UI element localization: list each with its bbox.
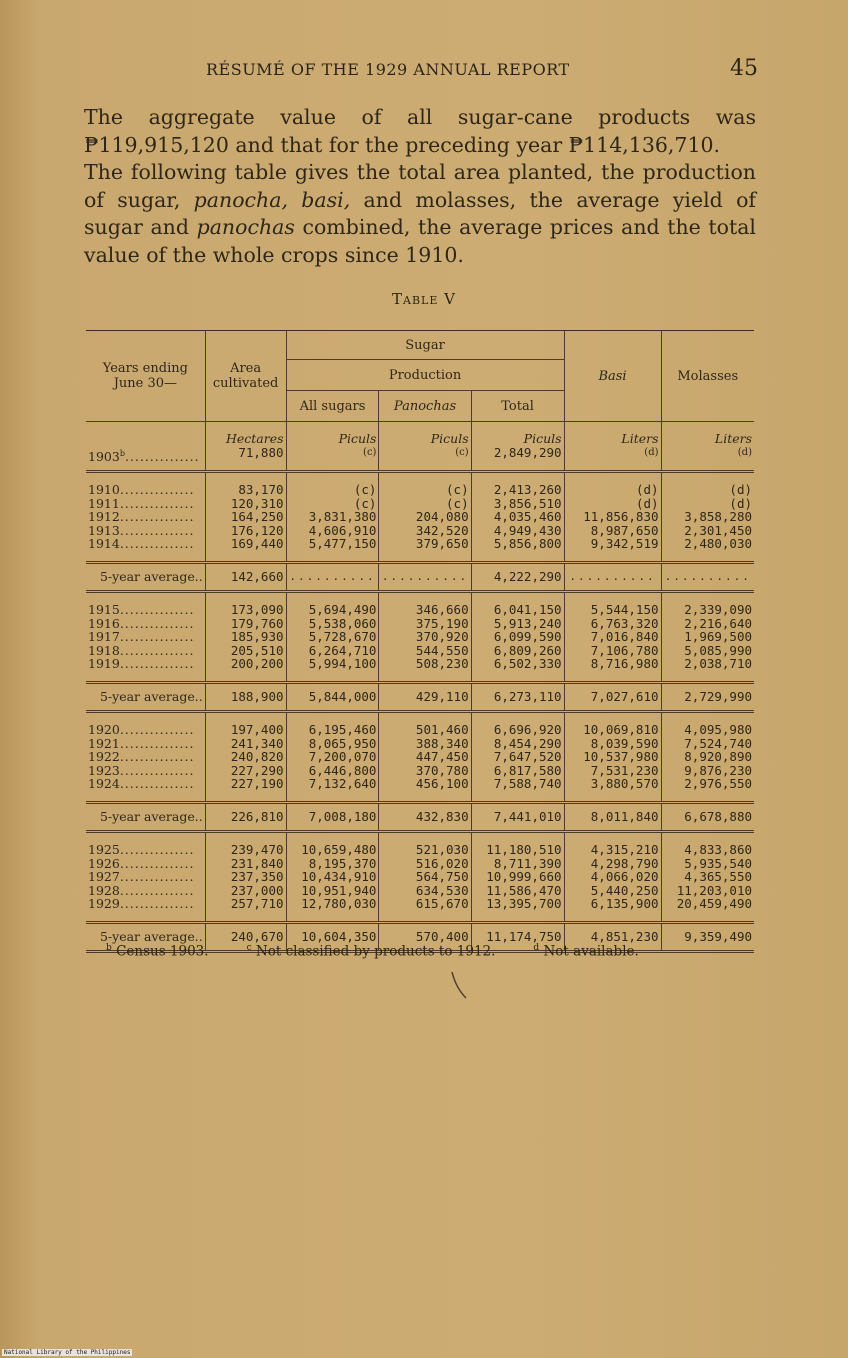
- cell-pan: 204,080: [379, 510, 471, 524]
- cell-all: 5,844,000: [286, 682, 379, 711]
- cell-basi: 7,027,610: [564, 682, 661, 711]
- cell-all: 5,477,150: [286, 537, 379, 551]
- cell-all: (c): [286, 483, 379, 497]
- cell-mol: 4,833,860: [661, 843, 754, 857]
- cell-area: 185,930: [205, 630, 286, 644]
- cell-pan: 508,230: [379, 657, 471, 671]
- row-year: 1910...............: [88, 482, 195, 497]
- cell-area: 169,440: [205, 537, 286, 551]
- cell-basi: 8,716,980: [564, 657, 661, 671]
- cell-basi: 6,135,900: [564, 897, 661, 911]
- cell-tot: 6,273,110: [471, 682, 564, 711]
- cell-tot: 7,647,520: [471, 750, 564, 764]
- cell-pan: (c): [379, 497, 471, 511]
- table-row: [86, 737, 754, 751]
- header-total: Total: [471, 391, 564, 422]
- cell-pan: 346,660: [379, 603, 471, 617]
- cell-all: 6,264,710: [286, 644, 379, 658]
- cell-area: 237,350: [205, 870, 286, 884]
- cell-area: 142,660: [205, 562, 286, 591]
- cell-pan: 370,780: [379, 764, 471, 778]
- cell-mol: 9,359,490: [661, 922, 754, 951]
- cell-area: 237,000: [205, 884, 286, 898]
- row-year: 1924...............: [88, 776, 195, 792]
- cell-mol: 2,301,450: [661, 524, 754, 538]
- cell-area: 197,400: [205, 723, 286, 737]
- cell-area: 188,900: [205, 682, 286, 711]
- cell-all-empty: ..........: [286, 562, 379, 591]
- cell-all: 6,446,800: [286, 764, 379, 778]
- cell-mol-empty: ..........: [661, 562, 754, 591]
- row-year: 1920...............: [88, 721, 195, 737]
- table-row: [86, 537, 754, 551]
- cell-all: 5,994,100: [286, 657, 379, 671]
- cell-area: 239,470: [205, 843, 286, 857]
- row-year: 1923...............: [88, 762, 195, 778]
- table-row: [86, 764, 754, 778]
- cell-area: 164,250: [205, 510, 286, 524]
- cell-tot: 8,711,390: [471, 857, 564, 871]
- cell-tot: 10,999,660: [471, 870, 564, 884]
- cell-all: 10,951,940: [286, 884, 379, 898]
- cell-basi: 7,531,230: [564, 764, 661, 778]
- cell-area: 231,840: [205, 857, 286, 871]
- cell-basi: 7,016,840: [564, 630, 661, 644]
- table-row: [86, 603, 754, 617]
- row-year: 1925...............: [88, 841, 195, 857]
- cell-tot: 7,441,010: [471, 802, 564, 831]
- cell-tot: 8,454,290: [471, 737, 564, 751]
- cell-pan-empty: ..........: [379, 562, 471, 591]
- cell-pan: 570,400: [379, 922, 471, 951]
- row-year: 1919...............: [88, 656, 195, 672]
- unit-mol: Liters (d): [661, 422, 754, 472]
- cell-mol: 2,729,990: [661, 682, 754, 711]
- cell-area: 226,810: [205, 802, 286, 831]
- unit-area: Hectares 71,880: [205, 422, 286, 472]
- intro-paragraph-1: The aggregate value of all sugar-cane products was ₱119,915,120 and that for the preceding year ₱114,136,710.: [84, 105, 756, 157]
- cell-pan: 432,830: [379, 802, 471, 831]
- cell-mol: 5,935,540: [661, 857, 754, 871]
- cell-tot: 6,099,590: [471, 630, 564, 644]
- cell-mol: 9,876,230: [661, 764, 754, 778]
- table-row: [86, 884, 754, 898]
- row-year: 1922...............: [88, 749, 195, 765]
- header-molasses: Molasses: [661, 331, 754, 422]
- cell-all: 5,538,060: [286, 617, 379, 631]
- page-number: 45: [730, 56, 758, 81]
- table-row: [86, 750, 754, 764]
- cell-basi: 8,039,590: [564, 737, 661, 751]
- table-title: Table V: [392, 290, 456, 308]
- cell-pan: 544,550: [379, 644, 471, 658]
- cell-all: 8,065,950: [286, 737, 379, 751]
- cell-area: 200,200: [205, 657, 286, 671]
- cell-basi: 10,069,810: [564, 723, 661, 737]
- cell-tot: 6,041,150: [471, 603, 564, 617]
- cell-pan: 447,450: [379, 750, 471, 764]
- cell-basi: 9,342,519: [564, 537, 661, 551]
- cell-mol: 6,678,880: [661, 802, 754, 831]
- cell-area: 205,510: [205, 644, 286, 658]
- cell-basi: 11,856,830: [564, 510, 661, 524]
- average-label: 5-year average..: [99, 569, 203, 585]
- cell-pan: 429,110: [379, 682, 471, 711]
- header-basi: Basi: [564, 331, 661, 422]
- cell-area: 257,710: [205, 897, 286, 911]
- header-area: Area cultivated: [205, 331, 286, 422]
- cell-all: 7,132,640: [286, 777, 379, 791]
- cell-tot: 5,913,240: [471, 617, 564, 631]
- row-year: 1912...............: [88, 509, 195, 525]
- row-year: 1918...............: [88, 642, 195, 658]
- cell-basi: 7,106,780: [564, 644, 661, 658]
- table-row: [86, 723, 754, 737]
- average-row: [86, 802, 754, 831]
- cell-all: 10,434,910: [286, 870, 379, 884]
- cell-area: 240,820: [205, 750, 286, 764]
- cell-tot: 11,586,470: [471, 884, 564, 898]
- header-production: Production: [286, 360, 564, 391]
- cell-mol: 11,203,010: [661, 884, 754, 898]
- row-year: 1911...............: [88, 495, 195, 511]
- intro-text: [84, 104, 756, 269]
- table-row: [86, 497, 754, 511]
- cell-pan: 521,030: [379, 843, 471, 857]
- row-year: 1914...............: [88, 536, 195, 552]
- cell-area: 241,340: [205, 737, 286, 751]
- cell-basi: 10,537,980: [564, 750, 661, 764]
- row-year: 1926...............: [88, 855, 195, 871]
- cell-mol: (d): [661, 497, 754, 511]
- cell-mol: 4,365,550: [661, 870, 754, 884]
- table-row: [86, 897, 754, 911]
- cell-basi: (d): [564, 497, 661, 511]
- row-year: 1915...............: [88, 601, 195, 617]
- cell-mol: 4,095,980: [661, 723, 754, 737]
- unit-all: Piculs (c): [286, 422, 379, 472]
- header-sugar: Sugar: [286, 331, 564, 360]
- table-row: [86, 510, 754, 524]
- cell-tot: 7,588,740: [471, 777, 564, 791]
- cell-tot: 4,035,460: [471, 510, 564, 524]
- cell-all: 7,200,070: [286, 750, 379, 764]
- cell-mol: 2,480,030: [661, 537, 754, 551]
- average-row: [86, 682, 754, 711]
- table-row: [86, 870, 754, 884]
- cell-basi: 4,315,210: [564, 843, 661, 857]
- cell-area: 240,670: [205, 922, 286, 951]
- cell-basi: 6,763,320: [564, 617, 661, 631]
- row-year: 1928...............: [88, 882, 195, 898]
- cell-area: 173,090: [205, 603, 286, 617]
- table-row: [86, 777, 754, 791]
- cell-basi: 5,544,150: [564, 603, 661, 617]
- table-row: [86, 857, 754, 871]
- cell-area: 179,760: [205, 617, 286, 631]
- cell-mol: 20,459,490: [661, 897, 754, 911]
- cell-tot: 6,696,920: [471, 723, 564, 737]
- cell-basi: 8,011,840: [564, 802, 661, 831]
- cell-mol: 7,524,740: [661, 737, 754, 751]
- cell-basi: 4,851,230: [564, 922, 661, 951]
- table-row: [86, 644, 754, 658]
- footnotes: [106, 943, 746, 960]
- cell-all: 3,831,380: [286, 510, 379, 524]
- average-label: 5-year average..: [99, 929, 203, 945]
- cell-area: 120,310: [205, 497, 286, 511]
- cell-pan: 379,650: [379, 537, 471, 551]
- row-year: 1921...............: [88, 735, 195, 751]
- average-label: 5-year average..: [99, 689, 203, 705]
- average-row: [86, 562, 754, 591]
- cell-basi: 4,066,020: [564, 870, 661, 884]
- cell-mol: (d): [661, 483, 754, 497]
- cell-all: 5,694,490: [286, 603, 379, 617]
- cell-pan: 375,190: [379, 617, 471, 631]
- cell-pan: 615,670: [379, 897, 471, 911]
- cell-mol: 8,920,890: [661, 750, 754, 764]
- cell-all: 12,780,030: [286, 897, 379, 911]
- unit-total: Piculs 2,849,290: [471, 422, 564, 472]
- cell-all: 5,728,670: [286, 630, 379, 644]
- cell-all: 10,659,480: [286, 843, 379, 857]
- footnote-b: $^b$ Census 1903.: [106, 943, 209, 960]
- pencil-mark-icon: [450, 970, 468, 1000]
- header-years: Years ending June 30—: [86, 331, 205, 422]
- cell-area: 83,170: [205, 483, 286, 497]
- table-row: [86, 843, 754, 857]
- cell-tot: 6,817,580: [471, 764, 564, 778]
- cell-area: 176,120: [205, 524, 286, 538]
- cell-all: 8,195,370: [286, 857, 379, 871]
- header-panochas: Panochas: [379, 391, 471, 422]
- cell-mol: 1,969,500: [661, 630, 754, 644]
- cell-tot: 4,222,290: [471, 562, 564, 591]
- cell-pan: (c): [379, 483, 471, 497]
- cell-tot: 13,395,700: [471, 897, 564, 911]
- sugar-table: [86, 330, 754, 953]
- row-year: 1927...............: [88, 869, 195, 885]
- table-row: [86, 524, 754, 538]
- cell-tot: 11,180,510: [471, 843, 564, 857]
- cell-pan: 634,530: [379, 884, 471, 898]
- row-year: 1917...............: [88, 629, 195, 645]
- footnote-d: $^d$ Not available.: [533, 943, 639, 960]
- footnote-c: $^c$ Not classified by products to 1912.: [246, 943, 496, 960]
- cell-area: 227,290: [205, 764, 286, 778]
- cell-all: 7,008,180: [286, 802, 379, 831]
- cell-mol: 5,085,990: [661, 644, 754, 658]
- row-year: 1916...............: [88, 615, 195, 631]
- table-row: [86, 617, 754, 631]
- row-year: 1929...............: [88, 896, 195, 912]
- cell-tot: 6,809,260: [471, 644, 564, 658]
- table-row: [86, 630, 754, 644]
- cell-all: 6,195,460: [286, 723, 379, 737]
- library-caption: National Library of the Philippines: [4, 1349, 131, 1356]
- units-row: [86, 422, 754, 472]
- cell-pan: 456,100: [379, 777, 471, 791]
- cell-area: 227,190: [205, 777, 286, 791]
- unit-basi: Liters (d): [564, 422, 661, 472]
- cell-basi: 4,298,790: [564, 857, 661, 871]
- cell-tot: 6,502,330: [471, 657, 564, 671]
- row-1903-year: 1903$^b$...............: [88, 448, 200, 464]
- cell-mol: 2,038,710: [661, 657, 754, 671]
- average-label: 5-year average..: [99, 809, 203, 825]
- table-row: [86, 657, 754, 671]
- cell-basi-empty: ..........: [564, 562, 661, 591]
- intro-paragraph-2: The following table gives the total area planted, the production of sugar, panocha, basi, and molasses, the average yield of sugar and panochas combined, the average prices and the total value of the whole crops since 1910.: [84, 160, 757, 267]
- cell-basi: (d): [564, 483, 661, 497]
- cell-mol: 3,858,280: [661, 510, 754, 524]
- cell-tot: 2,413,260: [471, 483, 564, 497]
- unit-pan: Piculs (c): [379, 422, 471, 472]
- cell-basi: 5,440,250: [564, 884, 661, 898]
- table-row: [86, 483, 754, 497]
- cell-tot: 11,174,750: [471, 922, 564, 951]
- cell-tot: 4,949,430: [471, 524, 564, 538]
- cell-tot: 5,856,800: [471, 537, 564, 551]
- cell-pan: 564,750: [379, 870, 471, 884]
- cell-pan: 342,520: [379, 524, 471, 538]
- cell-pan: 516,020: [379, 857, 471, 871]
- cell-pan: 501,460: [379, 723, 471, 737]
- cell-mol: 2,976,550: [661, 777, 754, 791]
- header-all-sugars: All sugars: [286, 391, 379, 422]
- cell-mol: 2,216,640: [661, 617, 754, 631]
- cell-pan: 388,340: [379, 737, 471, 751]
- cell-all: (c): [286, 497, 379, 511]
- running-header: RÉSUMÉ OF THE 1929 ANNUAL REPORT: [206, 60, 570, 79]
- cell-pan: 370,920: [379, 630, 471, 644]
- row-year: 1913...............: [88, 522, 195, 538]
- cell-tot: 3,856,510: [471, 497, 564, 511]
- cell-all: 4,606,910: [286, 524, 379, 538]
- cell-basi: 8,987,650: [564, 524, 661, 538]
- cell-mol: 2,339,090: [661, 603, 754, 617]
- cell-all: 10,604,350: [286, 922, 379, 951]
- cell-basi: 3,880,570: [564, 777, 661, 791]
